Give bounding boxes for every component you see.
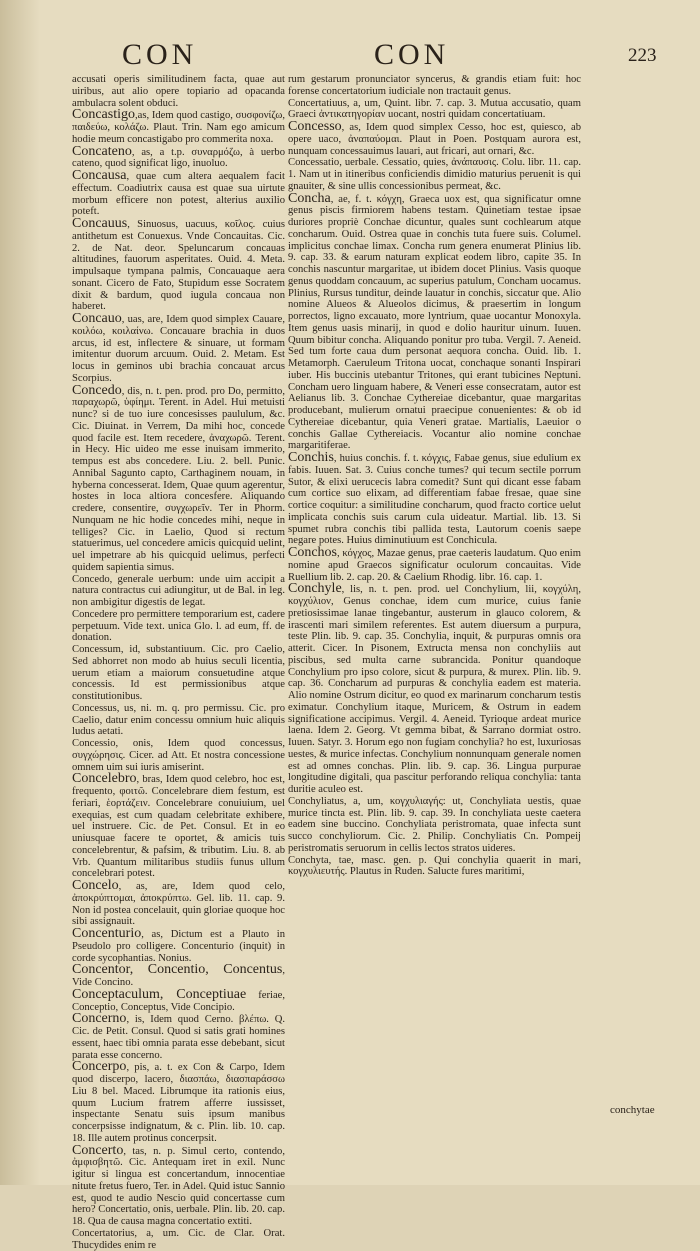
entry-text: , Vide Concino. xyxy=(72,965,285,988)
dictionary-entry xyxy=(72,986,285,1014)
dictionary-entry xyxy=(72,1142,285,1228)
entry-headword: Concentor, Concentio, Concentus xyxy=(72,962,283,978)
entry-headword: Concha xyxy=(288,190,331,206)
entry-headword: Concelebro xyxy=(72,771,137,787)
running-head-left: CON xyxy=(122,38,198,71)
dictionary-entry xyxy=(72,964,285,989)
right-column xyxy=(288,74,581,1114)
dictionary-entry xyxy=(72,1228,285,1251)
entry-text: , dis, n. t. pen. prod. pro Do, permitto, παραχωρῶ, ὑφίημι. Terent. in Adel. Hui metuisti nunc? si de tuo iure concesisses paululum, &c. Cic. Diuinat. in Verrem, Da mihi hoc, concede quod facile est. Item recedere, ἀναχωρῶ. Terent. in Hecy. Hic uideo me esse inuisam immerito, tempus est abs concedere. Liu. 2. bell. Punic. Annibal Sagunto capto, Carthaginem nouam, in hyberna concesserat. Idem, Quae quum agerentur, hostes in loca altiora concesfere. Aliquando credere, consentire, συγχωρεῖν. Ter in Phorm. Nunquam ne hic hodie concedes mihi, neque in telliges? Cic. in Laelio, Quod si rectum statuerimus, uel concedere amicis quicquid uelint, uel impetrare ab his quicquid uelimus, perfecti quidem sapientia simus. xyxy=(72,385,285,573)
entry-text: Concertatiuus, a, um, Quint. libr. 7. cap. 3. Mutua accusatio, quam Graeci ἀντικατηγορίαν uocant, nostri quidam concertatiuam. xyxy=(288,97,581,121)
dictionary-entry xyxy=(72,74,285,109)
dictionary-entry xyxy=(72,928,285,964)
dictionary-entry xyxy=(288,547,581,583)
dictionary-entry xyxy=(288,190,581,453)
entry-headword: Concenturio xyxy=(72,926,142,941)
entry-headword: Conchos xyxy=(288,545,337,560)
dictionary-entry xyxy=(72,880,285,928)
dictionary-entry xyxy=(288,98,581,122)
entry-headword: Concedo xyxy=(72,382,122,398)
entry-text: , huius conchis. f. t. κόγχις, Fabae genus, siue edulium ex fabis. Iuuen. Sat. 3. Cuius conche tumes? qui tecum sectile porrum Sutor, & elixi uerucecis labra comedit? Sunt qui dicant esse fabam cum cortice suo elixam, ad differentiam fabae fresae, quae sine cortice coquitur: a similitudine concharum, quod fracto cortice uelut implicata conchis suis carum cula uideatur. Martial. lib. 13. Si spumet rubra conchis tibi pallida testa, Lautorum coenis saepe negare potes. Huius diminutiuum est Conchicula. xyxy=(288,453,581,547)
dictionary-entry xyxy=(72,382,285,574)
entry-text: Concertatorius, a, um. Cic. de Clar. Orat. Thucydides enim re xyxy=(72,1227,285,1251)
entry-headword: Concerpo xyxy=(72,1059,127,1075)
entry-text: , bras, Idem quod celebro, hoc est, frequento, φοιτῶ. Concelebrare diem festum, est feriari, ἑορτάζειν. Concelebrare conuiuium, uel exequias, est cum quadam celebritate exhibere, uel instruere. Cic. de Pet. Consul. Et in eo uniusquae facere te oportet, & amicis tuis concelebrentur, & pafsim, & tributim. Liu. 8. ab Vrb. Quantum militaribus studiis funus ullum concelebrari potest. xyxy=(72,774,285,880)
entry-headword: Conchyle xyxy=(288,581,342,597)
dictionary-entry xyxy=(72,644,285,703)
entry-text: , uas, are, Idem quod simplex Cauare, κοιλόω, κοιλαίνω. Concauare brachia in duos arcus, id est, inflectere & sinuare, ut formam imitentur duorum arcuum. Ouid. 2. Metam. Est locus in geminos ubi brachia concauat arcus Scorpius. xyxy=(72,314,285,384)
dictionary-entry xyxy=(72,170,285,218)
entry-headword: Concausa xyxy=(72,168,127,183)
page-number: 223 xyxy=(628,45,657,66)
entry-text: Concessatio, uerbale. Cessatio, quies, ἀνάπαυσις. Colu. libr. 11. cap. 1. Nam ut in itineribus conficiendis dimidio maturius peruenit is qui gnauiter, & sine ullis concessionibus permeat, &c. xyxy=(288,157,581,192)
entry-text: , Sinuosus, uacuus, κοῖλος. cuius antithetum est Conuexus. Vnde Concauitas. Cic. 2. de Nat. deor. Speluncarum concauas altitudines, fauorum asperitates. Ouid. 4. Meta. impulsaque tympana palmis, Concauaque aera sonant. Cicero de Fato, Stupidum esse Socratem dixit & bardum, quod iugula concaua non haberet. xyxy=(72,219,285,313)
dictionary-entry xyxy=(72,609,285,644)
entry-headword: Concerno xyxy=(72,1011,127,1027)
entry-text: , as, a t.p. συναρμόζω, à uerbo cateno, quod significat ligo, inuoluo. xyxy=(72,146,285,170)
entry-text: Concedere pro permittere temporarium est, cadere perpetuum. Vide text. unica Glo. l. ad eum, ff. de donation. xyxy=(72,608,285,644)
dictionary-entry xyxy=(72,313,285,385)
dictionary-entry xyxy=(72,703,285,738)
entry-headword: Concauus xyxy=(72,216,128,231)
entry-headword: Concelo xyxy=(72,878,119,893)
dictionary-entry xyxy=(288,452,581,547)
dictionary-entry xyxy=(72,574,285,609)
entry-text: , quae cum altera aequalem facit effectum. Coadiutrix causa est quae sua uirtute morbum efficere non potest, alterius auxilio poteft. xyxy=(72,171,285,218)
entry-text: ,as, Idem quod castigo, συσφονίζω, παιδεύω, κολάζω. Plaut. Trin. Nam ego amicum hodie meum concastigabo pro commerita noxa. xyxy=(72,110,285,145)
entry-text: , lis, n. t. pen. prod. uel Conchylium, lii, κογχύλη, κογχύλιον, Genus conchae, idem cum murice, cuius fanie pretiosissimae lanae tingebantur, austerum in glauco colorem, & irascenti mari similem referentes. Est autem diuersum a purpura, teste Plin. lib. 9. cap. 35. Conchylia, inquit, & purpuras omnis ora atterit. Cicer. In Pisonem, Extructa mensa non conchyliis aut piscibus, sed multa carne subrancida. Ponitur quandoque Conchylium pro ipso colore, sicut & purpura, & murex. Plin. lib. 9. cap. 36. Concharum ad purpuras & conchylia eadem est materia. Alio nomine Ostrum dicitur, eo quod ex marinarum concharum testis eximatur. Conchylium itaque, Muricem, & Ostrum in eadem significatione accipimus. Vergil. 4. Aeneid. Tyrioque ardeat murice laena. Idem 2. Georg. Vt gemma bibat, & Sarrano dormiat ostro. Iuuen. Satyr. 3. Horum ego non fugiam conchylia? ho est, luxuriosas uestes, & murice infectas. Conchylium nonnunquam generale nomen est ad omnes conchas. Plin. lib. 9. cap. 36. Lingua purpurae longitudine digitali, qua pascitur perforando reliqua conchylia: tanta duritie aculeo est. xyxy=(288,584,581,795)
entry-headword: Concastigo xyxy=(72,107,135,123)
dictionary-entry xyxy=(288,121,581,157)
dictionary-entry xyxy=(288,583,581,796)
dictionary-entry xyxy=(288,855,581,879)
entry-text: Concessum, id, substantiuum. Cic. pro Caelio, Sed abhorret non modo ab huius seculi licentia, uerum etiam a maiorum consuetudine atque concessis. Id est permissionibus atque constitutionibus. xyxy=(72,644,285,702)
page-gutter xyxy=(0,0,40,1185)
catchword: conchytae xyxy=(610,1104,655,1116)
entry-headword: Conchis xyxy=(288,450,334,465)
entry-text: rum gestarum pronunciator syncerus, & grandis etiam fuit: hoc forense concertatorium iudiciale non tractauit genus. xyxy=(288,74,581,97)
dictionary-entry xyxy=(72,143,285,171)
entry-text: Conchyliatus, a, um, κογχυλιαγής: ut, Conchyliata uestis, quae murice tincta est. Plin. lib. 9. cap. 39. In conchyliata ueste caetera eadem sine buccino. Conchyliata peristromata, quae infecta sunt succo conchyliorum. Cic. 2. Philip. Conchyliatis Cn. Pompeij peristromatis seruorum in cellis lectos stratos uideres. xyxy=(288,795,581,854)
entry-text: , tas, n. p. Simul certo, contendo, ἀμφισβητῶ. Cic. Antequam iret in exil. Nunc igitur si lingua est concertandum, innocentiae nitute fretus fuero, Ter. in Adel. Quid istuc Sannio est, quod te audio Nescio quid concertasse cum hero? Concertatio, onis, uerbale. Plin. lib. 20. cap. 18. Qua de causa magna concertatio extiti. xyxy=(72,1145,285,1227)
dictionary-entry xyxy=(288,796,581,855)
entry-text: , as, Idem quod simplex Cesso, hoc est, quiesco, ab opere uaco, ἀναπαύομαι. Plaut in Poen. Postquam aurora est, nunquam concessauimus lauari, aut fricari, aut ornari, &c. xyxy=(288,122,581,157)
running-head-right: CON xyxy=(374,38,450,71)
entry-headword: Concerto xyxy=(72,1142,124,1158)
entry-text: , as, are, Idem quod celo, ἀποκρύπτομαι, ἀποκρύπτω. Gel. lib. 11. cap. 9. Non id postea concelauit, quin gloriae quoque hoc sibi assignauit. xyxy=(72,881,285,928)
entry-text: , pis, a. t. ex Con & Carpo, Idem quod discerpo, lacero, διασπάω, διασπαράσσω Liu 8 bel. Maced. Librumque ita rationis eius, quum Lucium fratrem afferre iussisset, inspectante Senatu suis ipsum manibus concerpsisse indignatum, & c. Plin. lib. 10. cap. 18. Ille autem protinus concerpsit. xyxy=(72,1062,285,1144)
left-column xyxy=(72,74,285,1251)
entry-headword: Conceptaculum, Conceptiuae xyxy=(72,986,247,1002)
entry-text: accusati operis similitudinem facta, quae aut uiribus, aut alio opere topiario ad opacanda ambulacra solent obduci. xyxy=(72,74,285,109)
dictionary-entry xyxy=(72,109,285,145)
entry-headword: Concauo xyxy=(72,311,122,326)
dictionary-entry xyxy=(288,157,581,192)
entry-text: feriae, Conceptio, Conceptus, Vide Concipio. xyxy=(72,989,285,1013)
dictionary-entry xyxy=(72,1013,285,1061)
dictionary-entry xyxy=(288,74,581,98)
entry-headword: Concateno xyxy=(72,143,132,159)
entry-text: Concessio, onis, Idem quod concessus, συγχώρησις. Cicer. ad Att. Et nostra concessione omnem uim sui iuris amiserint. xyxy=(72,738,285,773)
entry-text: , is, Idem quod Cerno. βλέπω. Q. Cic. de Petit. Consul. Quod si satis grati homines essent, haec tibi omnia parata esse debebant, sicut parata esse concerno. xyxy=(72,1014,285,1061)
dictionary-entry xyxy=(72,773,285,880)
entry-text: Concedo, generale uerbum: unde uim accipit a natura contractus cui adiungitur, ut de Bal. in leg. non ambigitur digestis de legat. xyxy=(72,573,285,608)
entry-text: Conchyta, tae, masc. gen. p. Qui conchylia quaerit in mari, κογχυλιευτής. Plautus in Ruden. Salucte fures maritimi, xyxy=(288,854,581,878)
entry-text: Concessus, us, ni. m. q. pro permissu. Cic. pro Caelio, datur enim concessu omnium huic aliquis ludus aetati. xyxy=(72,702,285,738)
running-head xyxy=(0,38,700,72)
dictionary-entry xyxy=(72,218,285,313)
dictionary-entry xyxy=(72,1061,285,1144)
entry-text: , κόγχος, Mazae genus, prae caeteris laudatum. Quo enim nomine apud Graecos significatur oculorum concauitas. Vide Ruellium lib. 2. cap. 20. & Caelium Rhodig. libr. 16. cap. 1. xyxy=(288,548,581,583)
dictionary-entry xyxy=(72,738,285,773)
entry-text: , ae, f. t. κόγχη, Graeca uox est, qua significatur omne genus piscis firmiorem habens testam. Quinetiam testae ipsae duriores propriè Conchae dicuntur, quales sunt cochlearum atque concharum. Ouid. Ostrea quae in conchis tuta fuere suis. Columel. implicitus conchae limax. Concha rum genera enumerat Plinius lib. 9. cap. 33. & earum naturam explicat eodem libro, capite 35. In conchis nascuntur margaritae, ut ibidem docet Plinius. Vasis quoque genus quoddam concauum, ac superius patulum, Concham uocamus. Plinius, Rursus tunditur, deinde lauatur in conchis, siccatur que. Alio nomine Alueos & Alueolos dicimus, & praesertim in longum porrectos, ligno excauato, more lyntrium, quae uocantur Monoxyla. Item genus uasis minarij, in quod e dolio hauritur uinum. Iuuen. Quum bibitur concha. Aliquando ponitur pro tuba. Vergil. 7. Aeneid. Sed tum forte caua dum personat aequora concha. Ouid. lib. 1. Metamorph. Caeruleum Tritona uocat, conchaque sonanti Inspirari iuber. His buccinis utebantur Tritones, qui erant tubicines Neptuni. Concham uero linguam habere, & Veneri esse consecratam, autor est Aelianus lib. 3. Conchae Cythereiae dicebantur, quae margaritas producebant, mulierum ornatui praecipue conuenientes: & ob id Cythereiae dicebantur, quia Veneri gratae. Martialis, Laeuior o conchis Gallae Cythereiacis. Vocantur alio nomine conchae margaritiferae. xyxy=(288,193,581,452)
entry-headword: Concesso xyxy=(288,119,342,134)
entry-text: , as, Dictum est a Plauto in Pseudolo pro colligere. Concenturio (inquit) in corde sycophantias. Nonius. xyxy=(72,929,285,964)
